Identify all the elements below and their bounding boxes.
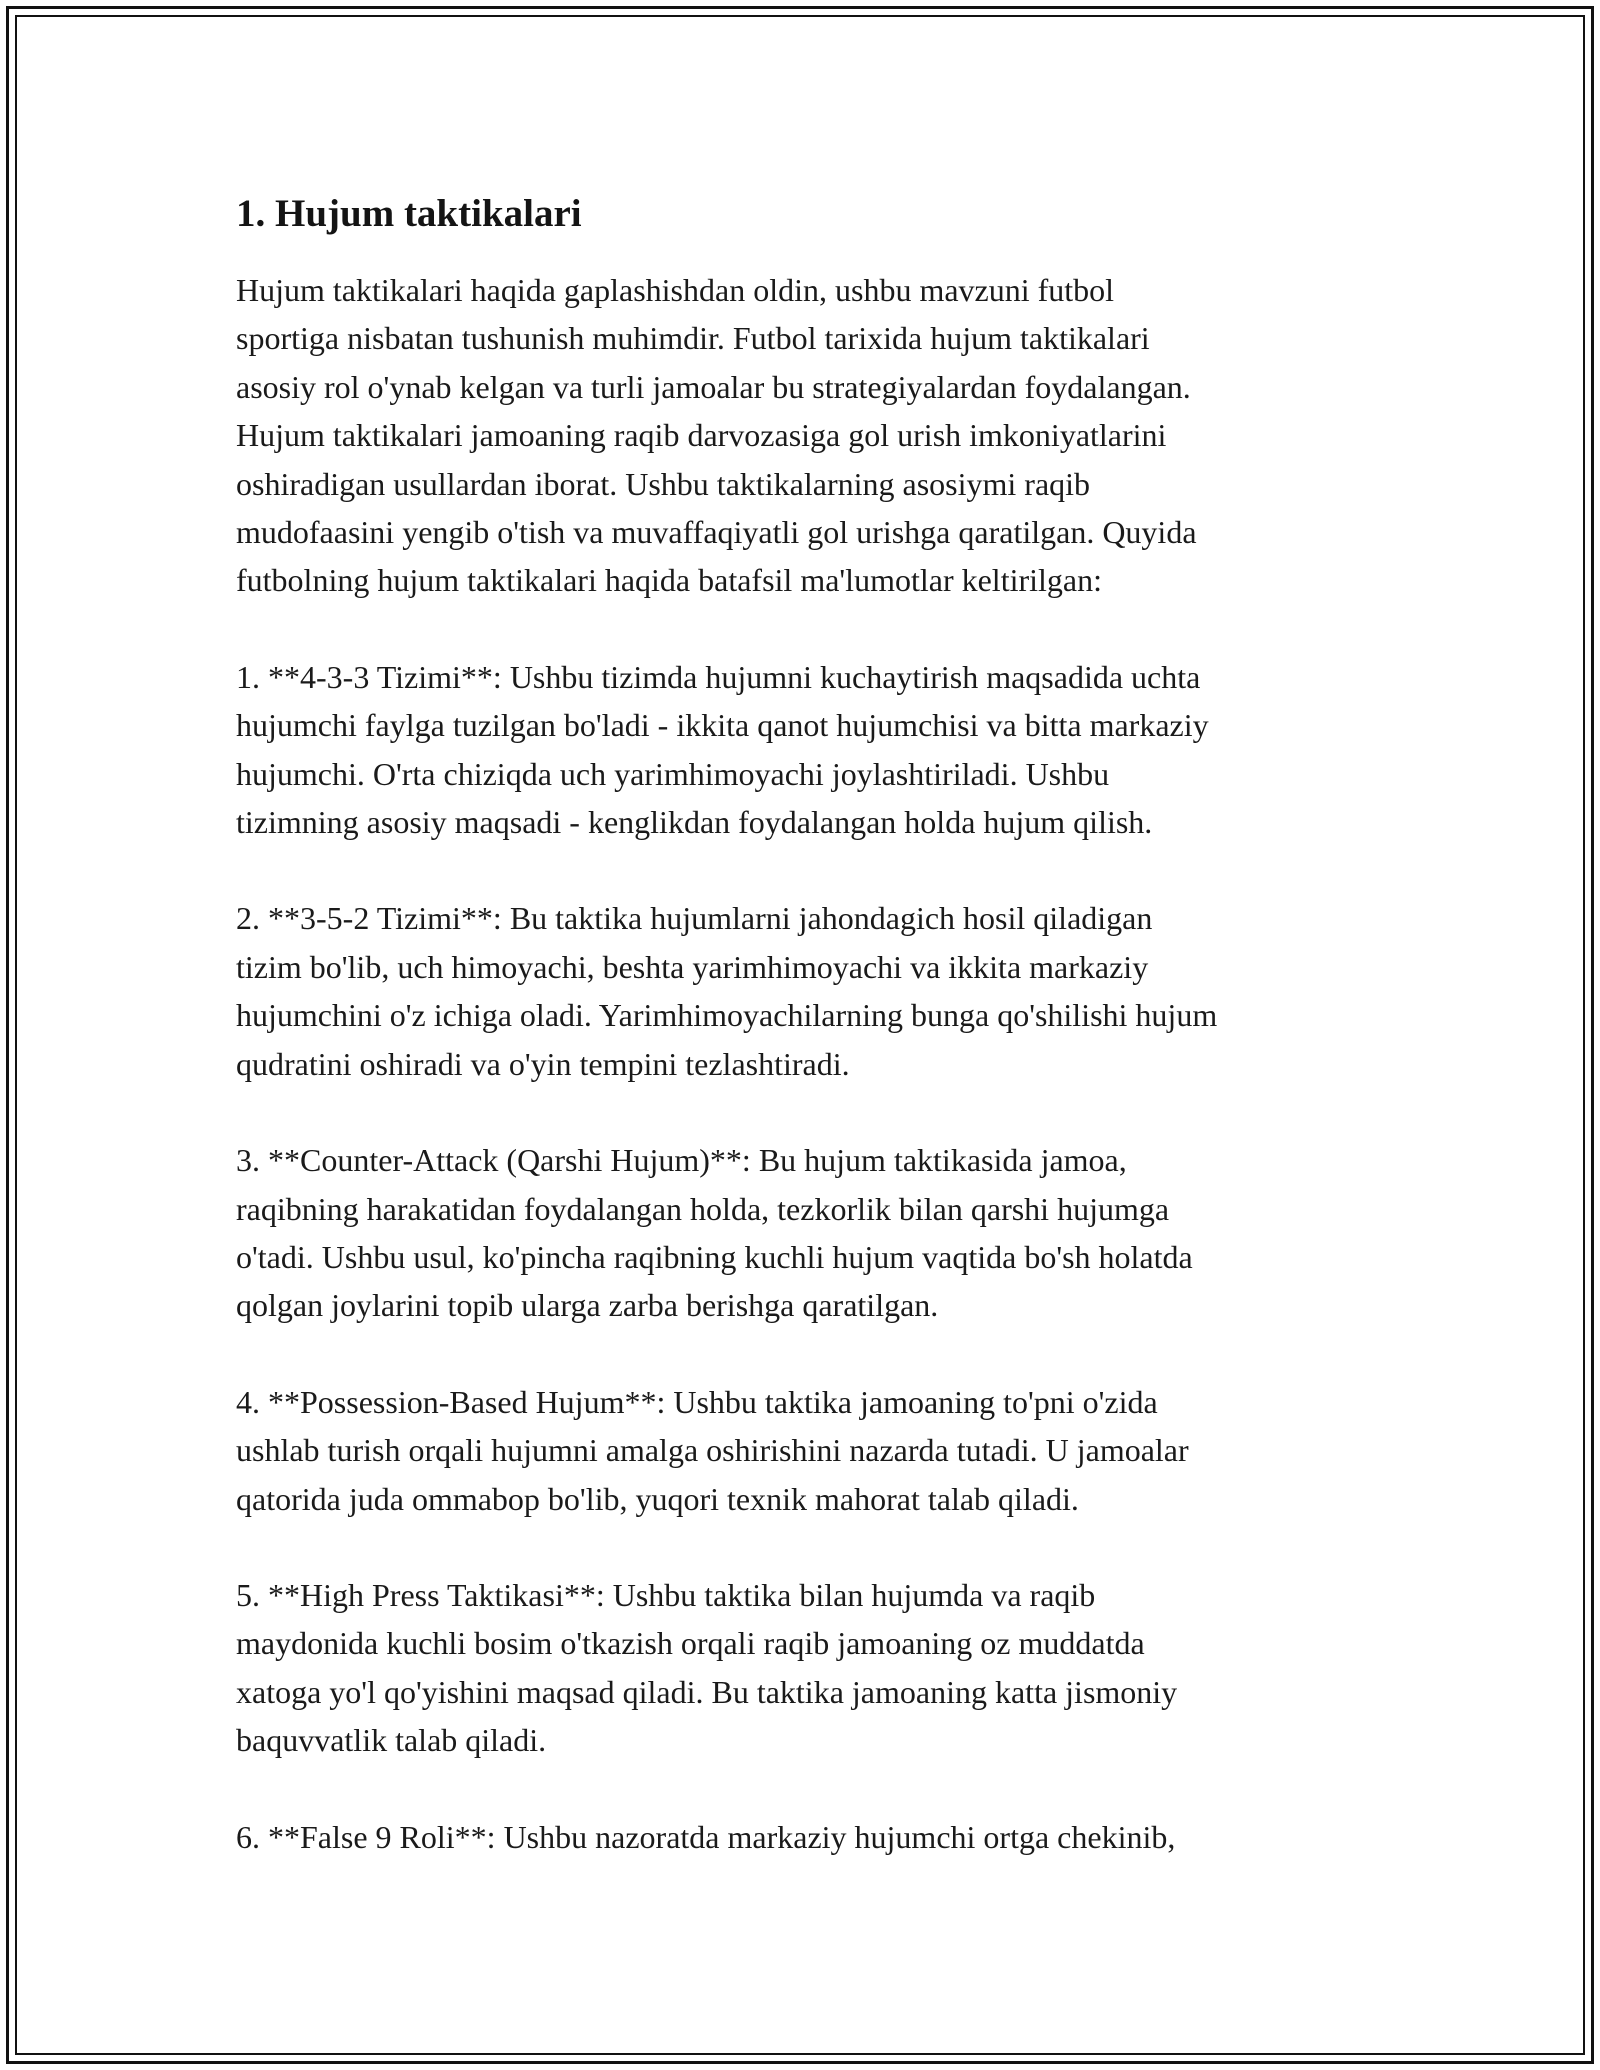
list-item-4-3-3: 1. **4-3-3 Tizimi**: Ushbu tizimda hujumni kuchaytirish maqsadida uchta hujumchi faylga tuzilgan bo'ladi - ikkita qanot hujumchisi va bitta markaziy hujumchi. O'rta chiziqda uch yarimhimoyachi joylashtiriladi. Ushbu tizimning asosiy maqsadi - kenglikdan foydalangan holda hujum qilish. (236, 658, 1209, 841)
list-item-counter-attack: 3. **Counter-Attack (Qarshi Hujum)**: Bu hujum taktikasida jamoa, raqibning harakatidan foydalangan holda, tezkorlik bilan qarshi hujumga o'tadi. Ushbu usul, ko'pincha raqibning kuchli hujum vaqtida bo'sh holatda qolgan joylarini topib ularga zarba berishga qaratilgan. (236, 1142, 1193, 1324)
list-item-3-5-2: 2. **3-5-2 Tizimi**: Bu taktika hujumlarni jahondagich hosil qiladigan tizim bo'lib, uch himoyachi, beshta yarimhimoyachi va ikkita markaziy hujumchini o'z ichiga oladi. Yarimhimoyachilarning bunga qo'shilishi hujum qudratini oshiradi va o'yin tempini tezlashtiradi. (236, 900, 1218, 1082)
document-body (236, 186, 1376, 1909)
list-item-possession: 4. **Possession-Based Hujum**: Ushbu taktika jamoaning to'pni o'zida ushlab turish orqali hujumni amalga oshirishini nazarda tutadi. U jamoalar qatorida juda ommabop bo'lib, yuqori texnik mahorat talab qiladi. (236, 1383, 1189, 1517)
list-item-high-press: 5. **High Press Taktikasi**: Ushbu taktika bilan hujumda va raqib maydonida kuchli bosim o'tkazish orqali raqib jamoaning oz muddatda xatoga yo'l qo'yishini maqsad qiladi. Bu taktika jamoaning katta jismoniy baquvvatlik talab qiladi. (236, 1576, 1178, 1759)
section-heading: 1. Hujum taktikalari (236, 192, 582, 235)
list-item-false-9: 6. **False 9 Roli**: Ushbu nazoratda markaziy hujumchi ortga chekinib, (236, 1818, 1176, 1855)
intro-paragraph: Hujum taktikalari haqida gaplashishdan oldin, ushbu mavzuni futbol sportiga nisbatan tushunish muhimdir. Futbol tarixida hujum taktikalari asosiy rol o'ynab kelgan va turli jamoalar bu strategiyalardan foydalangan. Hujum taktikalari jamoaning raqib darvozasiga gol urish imkoniyatlarini oshiradigan usullardan iborat. Ushbu taktikalarning asosiymi raqib mudofaasini yengib o'tish va muvaffaqiyatli gol urishga qaratilgan. Quyida futbolning hujum taktikalari haqida batafsil ma'lumotlar keltirilgan: (236, 272, 1197, 599)
